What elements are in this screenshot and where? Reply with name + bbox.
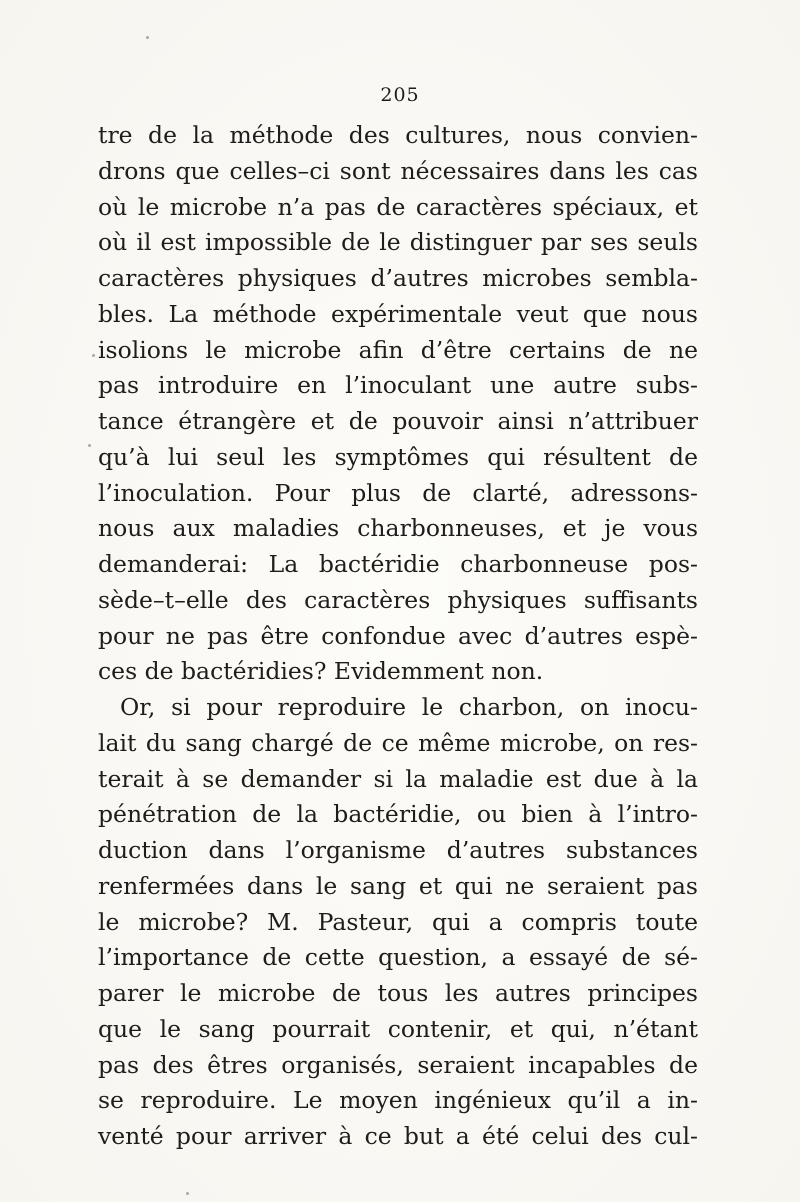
text-line: venté pour arriver à ce but a été celui des cul- bbox=[98, 1122, 698, 1150]
text-line: pas introduire en l’inoculant une autre subs- bbox=[98, 371, 698, 400]
text-line: tre de la méthode des cultures, nous convien- bbox=[98, 121, 698, 149]
text-line: renfermées dans le sang et qui ne seraient pas bbox=[98, 871, 698, 900]
text-line: bles. La méthode expérimentale veut que nous bbox=[98, 299, 698, 328]
paper-speck bbox=[186, 1192, 189, 1195]
text-line: terait à se demander si la maladie est due à la bbox=[98, 764, 698, 793]
text-line: où le microbe n’a pas de caractères spéciaux, et bbox=[98, 192, 698, 221]
text-line: pénétration de la bactéridie, ou bien à l’intro- bbox=[98, 800, 698, 829]
paper-speck bbox=[146, 36, 149, 39]
text-line: l’inoculation. Pour plus de clarté, adressons- bbox=[98, 478, 698, 507]
page-number: 205 bbox=[380, 84, 420, 106]
text-line: caractères physiques d’autres microbes sembla- bbox=[98, 264, 698, 292]
paragraph-2 bbox=[98, 690, 698, 1155]
text-line: nous aux maladies charbonneuses, et je vous bbox=[98, 514, 698, 543]
body-text bbox=[98, 118, 698, 1155]
paragraph-1 bbox=[98, 118, 698, 690]
text-line: Or, si pour reproduire le charbon, on inocu- bbox=[120, 693, 698, 721]
text-line: tance étrangère et de pouvoir ainsi n’attribuer bbox=[98, 407, 698, 435]
text-line: l’importance de cette question, a essayé de sé- bbox=[98, 943, 698, 972]
text-line: parer le microbe de tous les autres principes bbox=[98, 979, 698, 1007]
text-line: pas des êtres organisés, seraient incapables de bbox=[98, 1050, 698, 1079]
text-line: se reproduire. Le moyen ingénieux qu’il a in- bbox=[98, 1086, 698, 1115]
text-line: qu’à lui seul les symptômes qui résultent de bbox=[98, 442, 698, 471]
text-line: isolions le microbe afin d’être certains de ne bbox=[98, 335, 698, 364]
text-line: drons que celles–ci sont nécessaires dans les cas bbox=[98, 156, 698, 185]
text-line: duction dans l’organisme d’autres substances bbox=[98, 836, 698, 864]
paper-speck bbox=[88, 444, 91, 447]
text-line: sède–t–elle des caractères physiques suffisants bbox=[98, 585, 698, 614]
text-line: le microbe? M. Pasteur, qui a compris toute bbox=[98, 907, 698, 936]
text-line: pour ne pas être confondue avec d’autres espè- bbox=[98, 621, 698, 650]
text-line: que le sang pourrait contenir, et qui, n’étant bbox=[98, 1014, 698, 1043]
text-line: demanderai: La bactéridie charbonneuse pos- bbox=[98, 550, 698, 578]
paper-speck bbox=[92, 354, 95, 357]
text-line: lait du sang chargé de ce même microbe, on res- bbox=[98, 728, 698, 757]
text-line: ces de bactéridies? Evidemment non. bbox=[98, 657, 544, 686]
text-line: où il est impossible de le distinguer par ses seuls bbox=[98, 228, 698, 257]
